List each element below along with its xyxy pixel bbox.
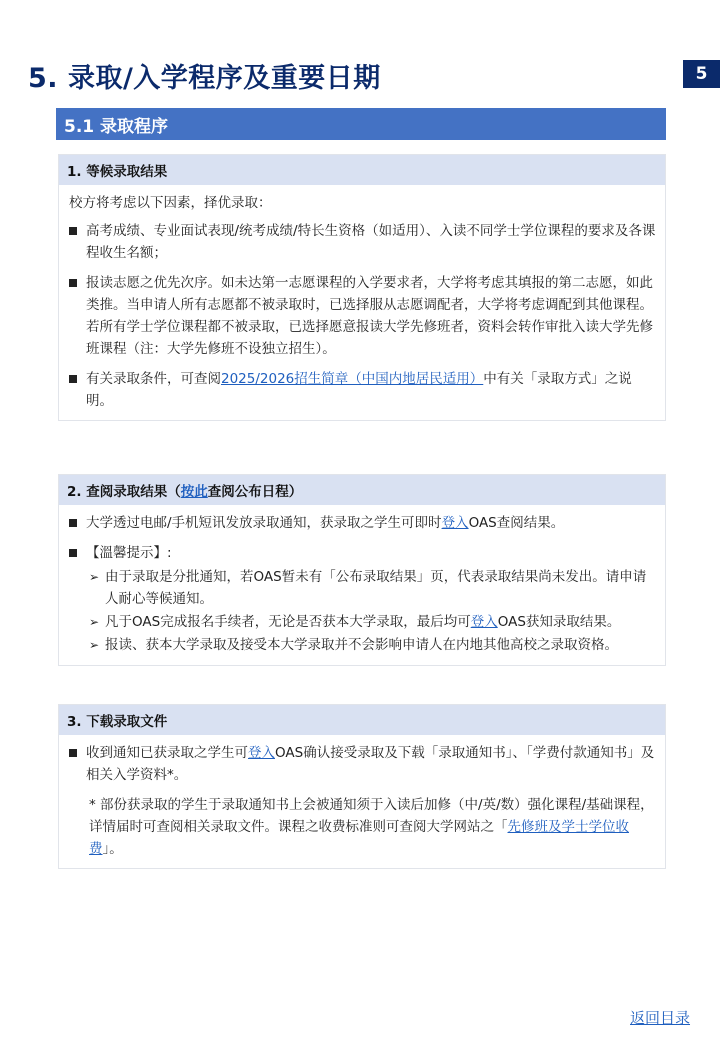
square-bullet-icon <box>69 375 77 383</box>
waiting-results-box <box>58 154 666 421</box>
page-title: 5. 录取/入学程序及重要日期 <box>28 63 381 94</box>
download-documents-box <box>58 704 666 869</box>
page-number-badge: 5 <box>683 60 720 88</box>
back-to-toc-link[interactable]: 返回目录 <box>630 1009 691 1027</box>
sub-list-item <box>89 611 657 633</box>
square-bullet-icon <box>69 279 77 287</box>
sub-text: 报读、获本大学录取及接受本大学录取并不会影响申请人在内地其他高校之录取资格。 <box>105 637 618 653</box>
footnote <box>89 794 657 860</box>
text: 大学透过电邮/手机短讯发放录取通知，获录取之学生可即时 <box>86 515 442 531</box>
waiting-results-heading: 1. 等候录取结果 <box>67 164 168 180</box>
text: 收到通知已获录取之学生可 <box>86 745 248 761</box>
list-item <box>67 512 657 534</box>
arrow-bullet-icon: ➢ <box>89 638 100 652</box>
tips-label: 【溫馨提示】: <box>86 545 172 561</box>
box-heading <box>59 705 665 735</box>
bullet-text: 报读志愿之优先次序。如未达第一志愿课程的入学要求者，大学将考虑其填报的第二志愿，如此类推。当申请人所有志愿都不被录取时，已选择服从志愿调配者，大学将考虑调配到其他课程。若所有学士学位课程都不被录取，已选择愿意报读大学先修班者，资料会转作审批入读大学先修班课程（注：大学先修班不设独立招生）。 <box>86 275 653 357</box>
square-bullet-icon <box>69 519 77 527</box>
check-results-box <box>58 474 666 666</box>
box-heading <box>59 155 665 185</box>
section-header <box>56 108 666 140</box>
list-item <box>67 272 657 360</box>
login-link[interactable]: 登入 <box>248 745 275 761</box>
text: * 部份获录取的学生于录取通知书上会被通知须于入读后加修（中/英/数）强化课程/基础课程，详情届时可查阅相关录取文件。课程之收费标准则可查阅大学网站之「 <box>89 797 654 835</box>
list-item <box>67 542 657 564</box>
text: 查阅公布日程） <box>207 484 303 500</box>
text: 」。 <box>102 841 123 857</box>
square-bullet-icon <box>69 749 77 757</box>
tuition-fees-link[interactable]: 先修班及学士学位收费 <box>89 819 629 857</box>
check-results-heading <box>67 480 302 500</box>
sub-list-item <box>89 634 657 656</box>
announcement-schedule-link[interactable]: 按此 <box>180 484 208 500</box>
square-bullet-icon <box>69 549 77 557</box>
sub-text <box>105 611 657 633</box>
intro-text: 校方将考虑以下因素，择优录取： <box>69 195 272 211</box>
text: 有关录取条件，可查阅 <box>86 371 221 387</box>
text: OAS查阅结果。 <box>468 515 565 531</box>
login-link[interactable]: 登入 <box>470 614 498 630</box>
text: OAS确认接受录取及下载「录取通知书」、「学费付款通知书」及相关入学资料*。 <box>86 745 655 783</box>
bullet-text <box>86 368 657 412</box>
arrow-bullet-icon: ➢ <box>89 615 100 629</box>
sub-text: 由于录取是分批通知，若OAS暂未有「公布录取结果」页，代表录取结果尚未发出。请申请人耐心等候通知。 <box>105 569 647 607</box>
list-item <box>67 368 657 412</box>
sub-list-item <box>89 566 657 610</box>
bullet-text: 高考成绩、专业面试表现/统考成绩/特长生资格（如适用）、入读不同学士学位课程的要求及各课程收生名额； <box>86 223 656 261</box>
download-documents-heading: 3. 下载录取文件 <box>67 714 168 730</box>
admission-brochure-link[interactable]: 2025/2026招生简章（中国内地居民适用） <box>221 371 484 387</box>
bullet-text <box>86 742 657 786</box>
login-link[interactable]: 登入 <box>441 515 469 531</box>
text: 中有关「录取方式」之说明。 <box>86 371 632 409</box>
section-title: 5.1 录取程序 <box>64 116 169 137</box>
box-heading <box>59 475 665 505</box>
text: OAS获知录取结果。 <box>497 614 621 630</box>
bullet-text <box>86 512 657 534</box>
list-item <box>67 742 657 786</box>
square-bullet-icon <box>69 227 77 235</box>
text: 2. 查阅录取结果（ <box>67 484 181 500</box>
list-item <box>67 220 657 264</box>
arrow-bullet-icon: ➢ <box>89 570 100 584</box>
text: 凡于OAS完成报名手续者，无论是否获本大学录取，最后均可 <box>105 614 471 630</box>
